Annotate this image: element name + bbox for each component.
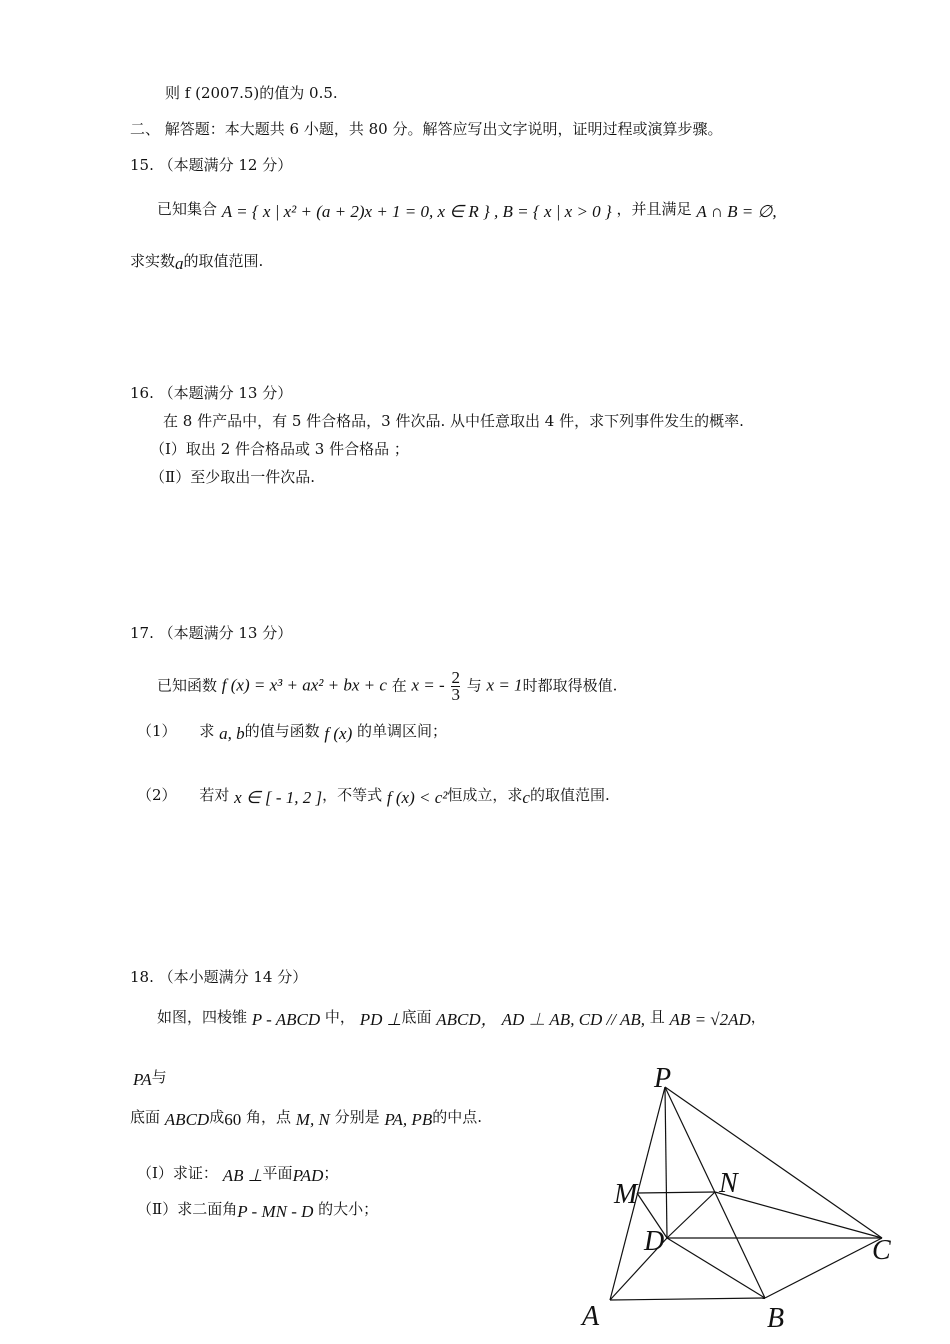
q17-part2-label: （2） xyxy=(137,786,177,804)
q18-part2-math: P - MN - D xyxy=(237,1202,314,1221)
q18-stem-mid: 中， xyxy=(324,1008,355,1026)
label-c: C xyxy=(872,1235,891,1266)
q18-line3-mid2: 角，点 xyxy=(245,1108,291,1126)
q17-fraction xyxy=(451,670,460,703)
q18-part1-plane: PAD xyxy=(292,1166,324,1185)
q18-conditions: ， AD ⊥ AB, CD // AB, xyxy=(480,1010,645,1029)
q18-header: 18. （本小题满分 14 分） xyxy=(130,968,308,986)
segment-mn xyxy=(637,1192,715,1193)
q18-pa: PA xyxy=(133,1070,152,1089)
q15-line2-prefix: 求实数 xyxy=(130,252,176,270)
section-heading: 二、 解答题：本大题共 6 小题，共 80 分。解答应写出文字说明，证明过程或演算步骤。 xyxy=(130,120,723,138)
edge-bc xyxy=(765,1238,882,1298)
q15-mid-text: ，并且满足 xyxy=(616,200,692,218)
q18-part2-prefix: （Ⅱ）求二面角 xyxy=(137,1200,238,1218)
q18-part2 xyxy=(137,1198,378,1220)
q17-part1-func: f (x) xyxy=(324,724,353,743)
q17-part2 xyxy=(137,784,610,806)
q17-part2-mid2: 恒成立，求 xyxy=(447,786,523,804)
q17-header: 17. （本题满分 13 分） xyxy=(130,624,293,642)
q18-line2-text: 与 xyxy=(151,1068,167,1086)
q18-perp: PD ⊥ xyxy=(359,1010,402,1029)
q18-line2 xyxy=(133,1066,167,1088)
q18-pyramid: P - ABCD xyxy=(251,1010,321,1029)
q18-line3-suffix: 的中点. xyxy=(432,1108,482,1126)
q17-part1-label: （1） xyxy=(137,722,177,740)
q18-line3-prefix: 底面 xyxy=(130,1108,161,1126)
q17-part2-prefix: 若对 xyxy=(199,786,230,804)
segment-nd xyxy=(667,1192,715,1238)
q15-stem xyxy=(157,198,777,220)
q15-line2-suffix: 的取值范围. xyxy=(183,252,264,270)
q18-stem-mid2: 底面 xyxy=(401,1008,432,1026)
label-b: B xyxy=(767,1303,785,1334)
q15-stem-prefix: 已知集合 xyxy=(157,200,218,218)
q18-and: 且 xyxy=(649,1008,665,1026)
q17-part1-prefix: 求 xyxy=(199,722,215,740)
q17-fraction-numerator: 2 xyxy=(451,668,460,687)
q18-part1-end: ； xyxy=(323,1164,339,1182)
q15-header: 15. （本题满分 12 分） xyxy=(130,156,293,174)
q16-part2: （Ⅱ）至少取出一件次品. xyxy=(150,468,315,486)
q18-angle: 60 xyxy=(224,1110,242,1129)
label-p: P xyxy=(654,1063,672,1094)
q15-set-definition: A = { x | x² + (a + 2)x + 1 = 0, x ∈ R } , B = { x | x > 0 } xyxy=(221,202,612,221)
q17-stem-suffix: 时都取得极值. xyxy=(522,676,618,695)
q17-x-eq: x = - xyxy=(411,675,445,695)
q15-line2 xyxy=(130,250,263,272)
q18-line3-mid3: 分别是 xyxy=(334,1108,380,1126)
q16-stem: 在 8 件产品中，有 5 件合格品，3 件次品. 从中任意取出 4 件，求下列事件发生的概率. xyxy=(163,412,744,430)
q16-part1: （Ⅰ）取出 2 件合格品或 3 件合格品 ； xyxy=(150,440,409,458)
q18-points: M, N xyxy=(295,1110,330,1129)
label-a: A xyxy=(582,1301,600,1332)
q17-part1 xyxy=(137,720,447,742)
q18-segments: PA, PB xyxy=(384,1110,433,1129)
q17-stem-mid2: 与 xyxy=(466,676,482,695)
pyramid-diagram xyxy=(570,1055,910,1344)
edge-pc xyxy=(665,1087,882,1238)
q18-base: ABCD xyxy=(436,1010,481,1029)
q17-stem-prefix: 已知函数 xyxy=(157,676,218,695)
q17-part2-range: x ∈ [ - 1, 2 ] xyxy=(234,788,323,807)
q18-line3 xyxy=(130,1106,482,1128)
edge-ab xyxy=(610,1298,765,1300)
q18-ratio: AB = √2AD xyxy=(669,1010,751,1029)
q18-line3-mid: 成 xyxy=(209,1108,225,1126)
q17-fraction-denominator: 3 xyxy=(451,685,460,704)
q18-stem-prefix: 如图，四棱锥 xyxy=(157,1008,248,1026)
q18-part1-prefix: （Ⅰ）求证： xyxy=(137,1164,218,1182)
q17-part2-var: c xyxy=(522,788,530,807)
q18-part2-suffix: 的大小； xyxy=(318,1200,379,1218)
label-m: M xyxy=(614,1179,638,1210)
q17-part2-mid: ，不等式 xyxy=(322,786,383,804)
q18-comma: ， xyxy=(750,1008,766,1026)
q18-line3-base: ABCD xyxy=(164,1110,210,1129)
q15-var-a: a xyxy=(175,254,184,273)
top-line: 则 f (2007.5)的值为 0.5. xyxy=(165,84,338,102)
q18-part1 xyxy=(137,1162,338,1184)
q18-part1-math: AB ⊥ xyxy=(222,1166,263,1185)
q17-part1-vars: a, b xyxy=(219,724,245,743)
label-n: N xyxy=(719,1168,738,1199)
q17-part2-inequality: f (x) < c² xyxy=(386,788,448,807)
q18-stem xyxy=(157,1006,766,1028)
q17-part2-suffix: 的取值范围. xyxy=(529,786,610,804)
q17-stem-mid: 在 xyxy=(391,676,407,695)
q17-part1-mid: 的值与函数 xyxy=(244,722,320,740)
q16-header: 16. （本题满分 13 分） xyxy=(130,384,293,402)
q15-condition: A ∩ B = ∅, xyxy=(696,202,777,221)
edge-pd xyxy=(665,1087,667,1238)
q18-part1-suffix: 平面 xyxy=(262,1164,293,1182)
q17-x-eq1: x = 1 xyxy=(486,675,523,695)
q17-function: f (x) = x³ + ax² + bx + c xyxy=(221,675,387,695)
q17-part1-suffix: 的单调区间； xyxy=(357,722,448,740)
segment-nc xyxy=(715,1192,882,1238)
label-d: D xyxy=(644,1226,665,1257)
q17-stem xyxy=(157,670,617,703)
